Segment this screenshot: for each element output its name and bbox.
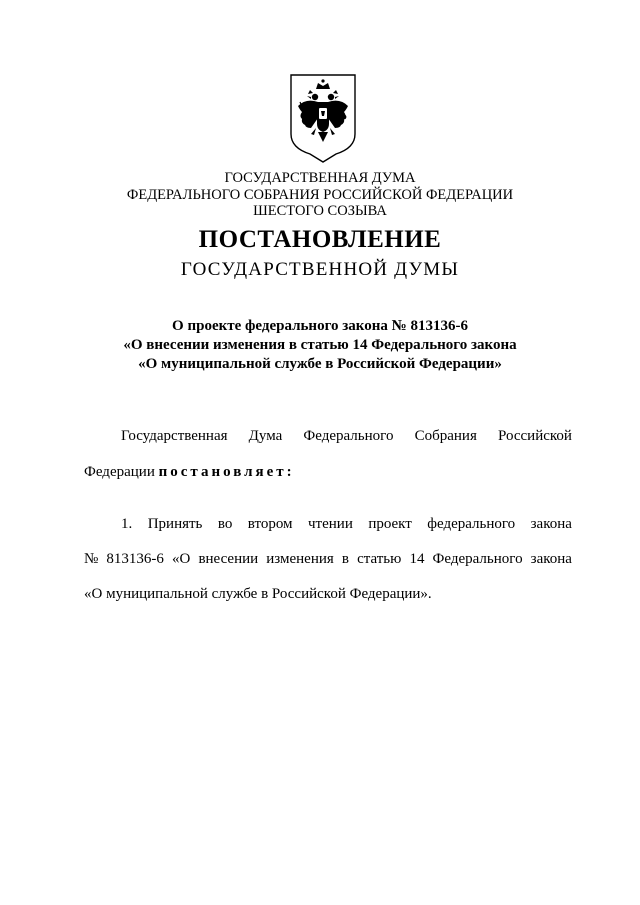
paragraph-1-line-1 [84, 428, 572, 445]
word: во [217, 516, 233, 532]
document-subtitle: ГОСУДАРСТВЕННОЙ ДУМЫ [180, 259, 460, 280]
paragraph-2-line-1 [84, 516, 572, 533]
issuer-header [0, 170, 640, 220]
word: Дума [248, 428, 283, 444]
word: проект [368, 516, 412, 532]
word: «О [172, 551, 191, 567]
word: № [84, 551, 99, 567]
word: 14 [409, 551, 425, 567]
word: Собрания [414, 428, 477, 444]
paragraph-2-line-2 [84, 551, 572, 568]
word: 1. [121, 516, 133, 532]
resolution-subject [0, 317, 640, 374]
word: закона [530, 516, 572, 532]
document-title: ПОСТАНОВЛЕНИЕ [198, 226, 442, 253]
word: внесении [198, 551, 259, 567]
word: 813136-6 [106, 551, 164, 567]
subject-line-3: «О муниципальной службе в Российской Федерации» [138, 356, 502, 372]
word: Российской [498, 428, 572, 444]
paragraph-1-line-2 [84, 464, 572, 481]
word: Федерального [432, 551, 523, 567]
subject-line-1: О проекте федерального закона № 813136-6 [172, 318, 468, 334]
word: втором [247, 516, 293, 532]
header-line-convocation: ШЕСТОГО СОЗЫВА [253, 203, 387, 219]
word: статью [357, 551, 402, 567]
paragraph-2-line-3: «О муниципальной службе в Российской Федерации». [84, 586, 432, 602]
word: Принять [147, 516, 203, 532]
paragraph-1-text: Федерации [84, 464, 159, 480]
header-line-federal-assembly: ФЕДЕРАЛЬНОГО СОБРАНИЯ РОССИЙСКОЙ ФЕДЕРАЦИИ [126, 186, 514, 203]
word: Федерального [303, 428, 394, 444]
header-line-duma: ГОСУДАРСТВЕННАЯ ДУМА [224, 170, 416, 186]
word: чтении [308, 516, 353, 532]
word: изменения [266, 551, 334, 567]
coat-of-arms-icon [288, 72, 358, 164]
subject-line-2: «О внесении изменения в статью 14 Федерального закона [123, 337, 517, 353]
word: закона [530, 551, 572, 567]
word: Государственная [121, 428, 228, 444]
word: в [341, 551, 349, 567]
decree-verb: постановляет: [158, 464, 295, 480]
word: федерального [427, 516, 516, 532]
